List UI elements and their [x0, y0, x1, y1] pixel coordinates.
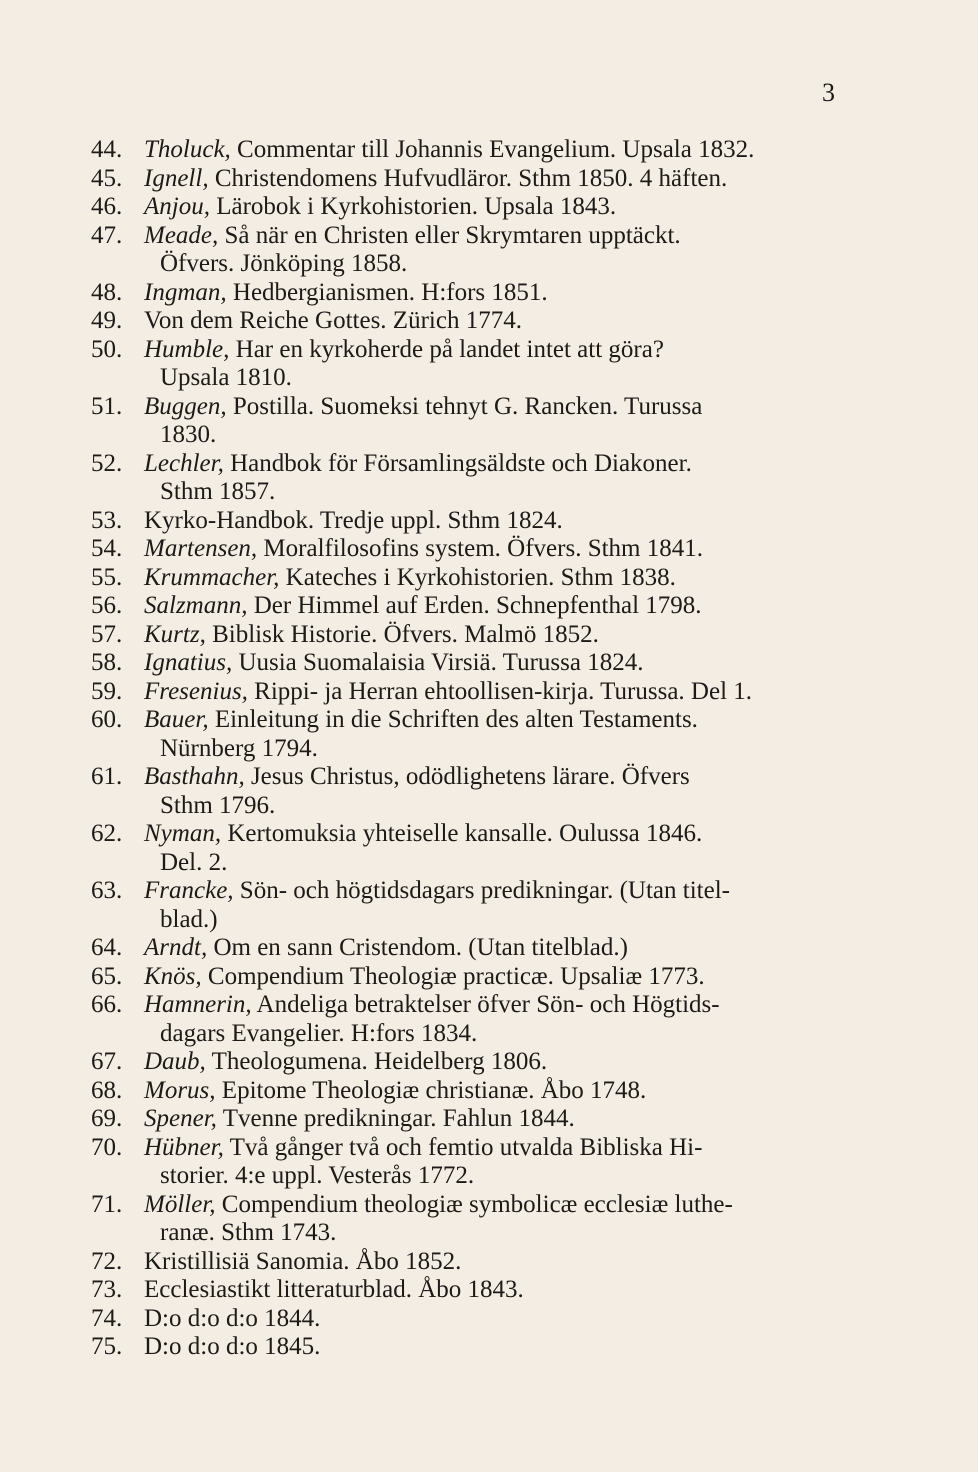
entry-number: 48.: [91, 278, 123, 306]
entry-number: 75.: [91, 1333, 123, 1360]
entry-author: Martensen,: [144, 535, 258, 562]
entry-text: Har en kyrkoherde på landet intet att göra?: [229, 335, 664, 363]
entry-text: Moralfilosofins system. Öfvers. Sthm 1841.: [257, 535, 703, 562]
entry-text: Sön- och högtidsdagars predikningar. (Utan titel-: [233, 877, 730, 904]
entry-first-line: [144, 991, 840, 1020]
bibliography-entry: [0, 991, 840, 1048]
entry-first-line: [144, 934, 840, 963]
entry-number: 66.: [91, 991, 123, 1018]
entry-number: 57.: [91, 620, 123, 648]
entry-text: Två gånger två och femtio utvalda Bibliska Hi-: [223, 1133, 703, 1161]
entry-first-line: [144, 165, 840, 194]
entry-author: Tholuck,: [144, 136, 231, 163]
entry-number: 49.: [91, 307, 123, 334]
entry-author: Humble,: [144, 335, 230, 363]
bibliography-entry: [0, 934, 840, 963]
entry-text: Einleitung in die Schriften des alten Testaments.: [208, 706, 698, 733]
bibliography-entry: [0, 763, 840, 820]
entry-text: Kyrko-Handbok. Tredje uppl. Sthm 1824.: [144, 506, 563, 534]
entry-text: D:o d:o d:o 1845.: [144, 1333, 321, 1360]
bibliography-entry: [0, 1191, 840, 1248]
entry-author: Morus,: [144, 1076, 216, 1104]
entry-text: Von dem Reiche Gottes. Zürich 1774.: [144, 307, 522, 334]
entry-number: 68.: [91, 1076, 123, 1104]
entry-first-line: [144, 1077, 840, 1106]
entry-text: Uusia Suomalaisia Virsiä. Turussa 1824.: [232, 649, 644, 676]
entry-author: Lechler,: [144, 449, 224, 477]
entry-number: 51.: [91, 392, 123, 420]
bibliography-entry: [0, 279, 840, 308]
entry-continuation: storier. 4:e uppl. Vesterås 1772.: [160, 1162, 475, 1189]
entry-author: Fresenius,: [144, 677, 248, 705]
entry-first-line: [144, 649, 840, 678]
entry-first-line: [144, 222, 840, 251]
bibliography-entry: [0, 507, 840, 536]
entry-text: Theologumena. Heidelberg 1806.: [205, 1048, 548, 1075]
entry-number: 67.: [91, 1048, 123, 1075]
entry-author: Nyman,: [144, 820, 222, 847]
entry-first-line: [144, 393, 840, 422]
entry-text: Der Himmel auf Erden. Schnepfenthal 1798.: [247, 592, 702, 619]
entry-number: 53.: [91, 506, 123, 534]
entry-number: 46.: [91, 193, 123, 220]
entry-continuation: blad.): [160, 905, 218, 933]
bibliography-entry: [0, 649, 840, 678]
entry-continuation: Nürnberg 1794.: [160, 734, 318, 762]
entry-number: 52.: [91, 449, 123, 477]
entry-number: 63.: [91, 877, 123, 904]
entry-author: Buggen,: [144, 392, 227, 420]
entry-continuation: Öfvers. Jönköping 1858.: [160, 250, 408, 277]
entry-first-line: [144, 450, 840, 479]
entry-first-line: [144, 507, 840, 536]
bibliography-entry: [0, 450, 840, 507]
entry-author: Spener,: [144, 1105, 217, 1132]
bibliography-entry: [0, 820, 840, 877]
entry-text: Jesus Christus, odödlighetens lärare. Öfvers: [244, 763, 690, 790]
entry-text: Ecclesiastikt litteraturblad. Åbo 1843.: [144, 1276, 524, 1303]
bibliography-entry: [0, 336, 840, 393]
entry-first-line: [144, 1276, 840, 1305]
bibliography-entry: [0, 1077, 840, 1106]
bibliography-entry: [0, 678, 840, 707]
entry-continuation: Upsala 1810.: [160, 364, 292, 391]
entry-text: Rippi- ja Herran ehtoollisen-kirja. Turussa. Del 1.: [247, 677, 753, 705]
entry-text: Tvenne predikningar. Fahlun 1844.: [216, 1105, 575, 1132]
entry-first-line: [144, 193, 840, 222]
bibliography-entry: [0, 393, 840, 450]
bibliography-entry: [0, 535, 840, 564]
entry-number: 64.: [91, 934, 123, 961]
entry-number: 69.: [91, 1105, 123, 1132]
entry-author: Francke,: [144, 877, 234, 904]
bibliography-entry: [0, 621, 840, 650]
entry-first-line: [144, 279, 840, 308]
entry-number: 60.: [91, 706, 123, 733]
page-number: 3: [822, 78, 835, 107]
bibliography-entry: [0, 1333, 840, 1362]
entry-text: Om en sann Cristendom. (Utan titelblad.): [207, 934, 628, 961]
entry-first-line: [144, 1305, 840, 1334]
entry-text: Biblisk Historie. Öfvers. Malmö 1852.: [205, 620, 599, 648]
entry-author: Anjou,: [144, 193, 210, 220]
entry-continuation: 1830.: [160, 421, 217, 448]
entry-text: Hedbergianismen. H:fors 1851.: [226, 278, 548, 306]
entry-text: Compendium theologiæ symbolicæ ecclesiæ luthe-: [215, 1190, 733, 1218]
entry-text: Commentar till Johannis Evangelium. Upsala 1832.: [230, 136, 755, 163]
entry-first-line: [144, 1105, 840, 1134]
bibliography-entry: [0, 1276, 840, 1305]
entry-first-line: [144, 706, 840, 735]
bibliography-entry: [0, 877, 840, 934]
entry-first-line: [144, 307, 840, 336]
entry-text: Christendomens Hufvudläror. Sthm 1850. 4 häften.: [208, 164, 728, 192]
bibliography-entry: [0, 193, 840, 222]
entry-number: 59.: [91, 677, 123, 705]
entry-first-line: [144, 1048, 840, 1077]
entry-continuation: Sthm 1796.: [160, 791, 276, 819]
entry-author: Bauer,: [144, 706, 209, 733]
entry-author: Möller,: [144, 1190, 216, 1218]
entry-author: Basthahn,: [144, 763, 245, 790]
bibliography-entry: [0, 165, 840, 194]
entry-number: 45.: [91, 164, 123, 192]
bibliography-entry: [0, 222, 840, 279]
entry-first-line: [144, 963, 840, 992]
entry-number: 73.: [91, 1276, 123, 1303]
entry-number: 74.: [91, 1304, 123, 1332]
entry-author: Knös,: [144, 962, 202, 990]
entry-first-line: [144, 877, 840, 906]
entry-continuation: Del. 2.: [160, 848, 228, 876]
entry-first-line: [144, 1134, 840, 1163]
entry-first-line: [144, 763, 840, 792]
entry-first-line: [144, 678, 840, 707]
bibliography-entry: [0, 136, 840, 165]
entry-first-line: [144, 136, 840, 165]
entry-first-line: [144, 1248, 840, 1277]
entry-author: Meade,: [144, 221, 219, 249]
entry-number: 58.: [91, 649, 123, 676]
entry-number: 70.: [91, 1133, 123, 1161]
entry-author: Arndt,: [144, 934, 208, 961]
entry-author: Daub,: [144, 1048, 206, 1075]
entry-number: 47.: [91, 221, 123, 249]
entry-text: Lärobok i Kyrkohistorien. Upsala 1843.: [209, 193, 617, 220]
entry-author: Krummacher,: [144, 563, 280, 591]
entry-text: Kristillisiä Sanomia. Åbo 1852.: [144, 1247, 462, 1275]
bibliography-entry: [0, 1305, 840, 1334]
entry-text: Kateches i Kyrkohistorien. Sthm 1838.: [279, 563, 676, 591]
entry-number: 71.: [91, 1190, 123, 1218]
entry-first-line: [144, 592, 840, 621]
entry-number: 62.: [91, 820, 123, 847]
bibliography-entry: [0, 1105, 840, 1134]
entry-number: 54.: [91, 535, 123, 562]
entry-number: 65.: [91, 962, 123, 990]
bibliography-entry: [0, 1134, 840, 1191]
bibliography-entry: [0, 1248, 840, 1277]
entry-author: Hamnerin,: [144, 991, 252, 1018]
entry-first-line: [144, 1191, 840, 1220]
entry-first-line: [144, 820, 840, 849]
entry-text: Så när en Christen eller Skrymtaren upptäckt.: [218, 221, 681, 249]
bibliography-entry: [0, 307, 840, 336]
entry-continuation: ranæ. Sthm 1743.: [160, 1219, 337, 1246]
entry-number: 50.: [91, 335, 123, 363]
entry-first-line: [144, 535, 840, 564]
bibliography-entry: [0, 706, 840, 763]
entry-continuation: dagars Evangelier. H:fors 1834.: [160, 1019, 478, 1047]
entry-author: Ingman,: [144, 278, 227, 306]
bibliography-list: [0, 136, 978, 1362]
entry-number: 44.: [91, 136, 123, 163]
entry-first-line: [144, 336, 840, 365]
entry-text: Andeliga betraktelser öfver Sön- och Högtids-: [251, 991, 720, 1018]
entry-author: Hübner,: [144, 1133, 224, 1161]
entry-first-line: [144, 621, 840, 650]
entry-text: D:o d:o d:o 1844.: [144, 1304, 321, 1332]
entry-author: Salzmann,: [144, 592, 248, 619]
entry-number: 61.: [91, 763, 123, 790]
entry-author: Kurtz,: [144, 620, 206, 648]
entry-number: 56.: [91, 592, 123, 619]
bibliography-entry: [0, 592, 840, 621]
entry-author: Ignatius,: [144, 649, 233, 676]
entry-number: 72.: [91, 1247, 123, 1275]
entry-text: Handbok för Församlingsäldste och Diakoner.: [223, 449, 692, 477]
entry-author: Ignell,: [144, 164, 209, 192]
entry-first-line: [144, 1333, 840, 1362]
bibliography-entry: [0, 1048, 840, 1077]
entry-number: 55.: [91, 563, 123, 591]
entry-text: Epitome Theologiæ christianæ. Åbo 1748.: [215, 1076, 647, 1104]
entry-text: Postilla. Suomeksi tehnyt G. Rancken. Turussa: [226, 392, 703, 420]
entry-continuation: Sthm 1857.: [160, 478, 276, 505]
entry-text: Compendium Theologiæ practicæ. Upsaliæ 1773.: [201, 962, 705, 990]
bibliography-entry: [0, 963, 840, 992]
bibliography-entry: [0, 564, 840, 593]
entry-first-line: [144, 564, 840, 593]
entry-text: Kertomuksia yhteiselle kansalle. Oulussa 1846.: [221, 820, 703, 847]
